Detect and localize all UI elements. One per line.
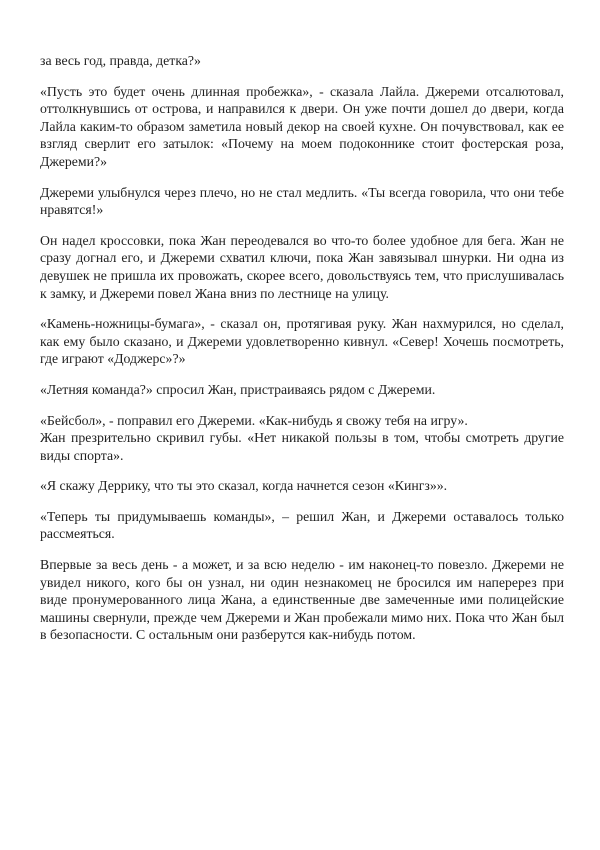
paragraph: Впервые за весь день - а может, и за всю неделю - им наконец-то повезло. Джереми не увидел никого, кого бы он узнал, ни один незнакомец не бросился им наперерез при виде пронумерованного лица Жана, а единственные две замеченные ими полицейские машины свернули, прежде чем Джереми и Жан пробежали мимо них. Пока что Жан был в безопасности. С остальным они разберутся как-нибудь потом. [40, 557, 564, 643]
paragraph: «Камень-ножницы-бумага», - сказал он, протягивая руку. Жан нахмурился, но сделал, как ему было сказано, и Джереми удовлетворенно кивнул. «Север! Хочешь посмотреть, где играют «Доджерс»?» [40, 316, 564, 367]
paragraph: «Летняя команда?» спросил Жан, пристраиваясь рядом с Джереми. [40, 381, 436, 397]
paragraph: Джереми улыбнулся через плечо, но не стал медлить. «Ты всегда говорила, что они тебе нравятся!» [40, 184, 564, 218]
paragraph: Он надел кроссовки, пока Жан переодевался во что-то более удобное для бега. Жан не сразу догнал его, и Джереми схватил ключи, пока Жан завязывал шнурки. Ни одна из девушек не пришла их провожать, скорее всего, довольствуясь тем, что прислушивалась к замку, и Джереми повел Жана вниз по лестнице на улицу. [40, 232, 564, 301]
text-column [40, 52, 564, 644]
paragraph: «Теперь ты придумываешь команды», – решил Жан, и Джереми оставалось только рассмеяться. [40, 508, 564, 542]
paragraph: Жан презрительно скривил губы. «Нет никакой пользы в том, чтобы смотреть другие виды спорта». [40, 430, 564, 463]
paragraph: «Бейсбол», - поправил его Джереми. «Как-нибудь я свожу тебя на игру». [40, 412, 468, 428]
paragraph: «Пусть это будет очень длинная пробежка», - сказала Лайла. Джереми отсалютовал, оттолкнувшись от острова, и направился к двери. Он уже почти дошел до двери, когда Лайла каким-то образом заметила новый декор на своей кухне. Он почувствовал, как ее взгляд сверлит его затылок: «Почему на моем подоконнике стоит фостерская роза, Джереми?» [40, 83, 564, 169]
paragraph: «Я скажу Деррику, что ты это сказал, когда начнется сезон «Кингз»». [40, 478, 448, 494]
paragraph: за весь год, правда, детка?» [40, 53, 201, 68]
